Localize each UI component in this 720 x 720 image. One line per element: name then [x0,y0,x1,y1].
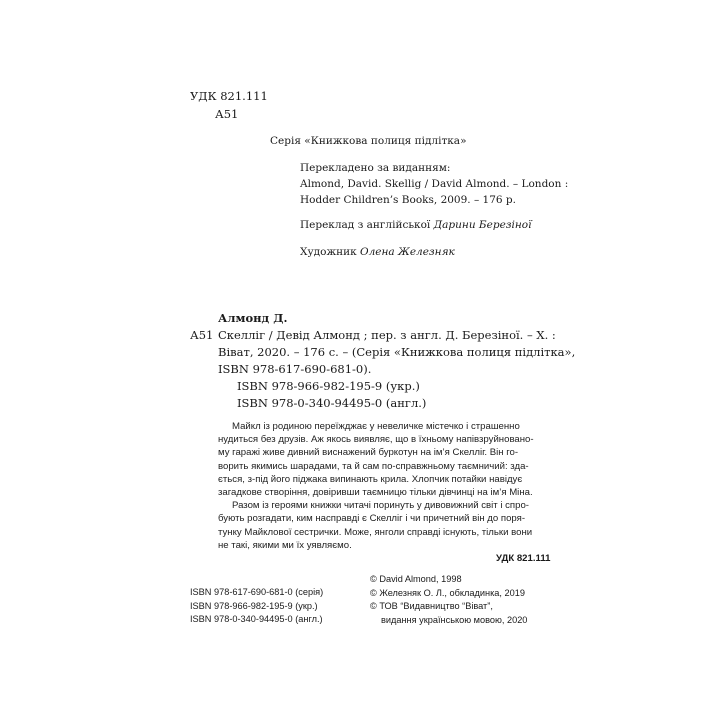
annotation-line: тунку Майклової сестрички. Може, янголи справді існують, тільки вони [218,526,533,538]
isbn-eng: ISBN 978-0-340-94495-0 (англ.) [190,614,323,624]
author-mark: А51 [215,107,239,121]
catalog-isbn-eng: ISBN 978-0-340-94495-0 (англ.) [237,396,427,410]
translated-from-line: Hodder Children’s Books, 2009. – 176 p. [300,194,516,206]
catalog-title-line: Скелліг / Девід Алмонд ; пер. з англ. Д. Березіної. – Х. : [218,328,556,342]
catalog-isbn-ukr: ISBN 978-966-982-195-9 (укр.) [237,379,420,393]
series-title: Серія «Книжкова полиця підлітка» [270,135,467,147]
annotation-line: загадкове створіння, довіривши таємницю тільки дівчинці на ім’я Міна. [218,487,533,499]
annotation [218,420,534,552]
annotation-line: нудиться без друзів. Аж якось виявляє, що в їхньому напівзруйновано- [218,434,534,446]
catalog-mark: А51 [190,328,214,342]
isbn-block [190,586,323,627]
illustrator-prefix: Художник [300,246,360,258]
annotation-line: Майкл із родиною переїжджає у невеличке містечко і страшенно [232,421,520,432]
copyright-line: © Железняк О. Л., обкладинка, 2019 [370,587,525,598]
copyright-block [370,573,527,627]
translator-name: Дарини Березіної [433,219,532,231]
translator-prefix: Переклад з англійської [300,219,434,231]
annotation-line: му гаражі живе дивний виснажений буркотун на ім’я Скелліг. Він го- [218,447,519,459]
isbn-ukr: ISBN 978-966-982-195-9 (укр.) [190,600,318,611]
udc-code: УДК 821.111 [190,89,268,103]
translated-from-line: Almond, David. Skellig / David Almond. – London : [300,178,569,190]
isbn-series: ISBN 978-617-690-681-0 (серія) [190,587,324,597]
catalog-line: ISBN 978-617-690-681-0). [218,362,372,376]
translated-from [300,160,568,208]
translator-credit [300,217,531,233]
illustrator-credit [300,244,455,260]
catalog-line: Віват, 2020. – 176 с. – (Серія «Книжкова полиця підлітка», [218,345,576,359]
catalog-author: Алмонд Д. [218,311,288,325]
annotation-udc: УДК 821.111 [496,553,551,564]
annotation-line: ється, з-під його піджака випинають крила. Хлопчик потайки навідує [218,473,523,485]
annotation-line: ворить якимись шарадами, та й сам по-справжньому таємничий: зда- [218,460,529,472]
annotation-line: не такі, якими ми їх уявляємо. [218,539,352,551]
annotation-line: бують розгадати, ким насправді є Скелліг і чи причетний він до поря- [218,513,526,525]
copyright-line: © David Almond, 1998 [370,574,462,584]
copyright-line: видання українською мовою, 2020 [381,614,528,625]
translated-from-line: Перекладено за виданням: [300,162,451,174]
copyright-line: © ТОВ “Видавництво “Віват”, [370,601,493,611]
annotation-line: Разом із героями книжки читачі поринуть у дивовижний світ і спро- [232,500,529,512]
illustrator-name: Олена Железняк [360,246,455,258]
